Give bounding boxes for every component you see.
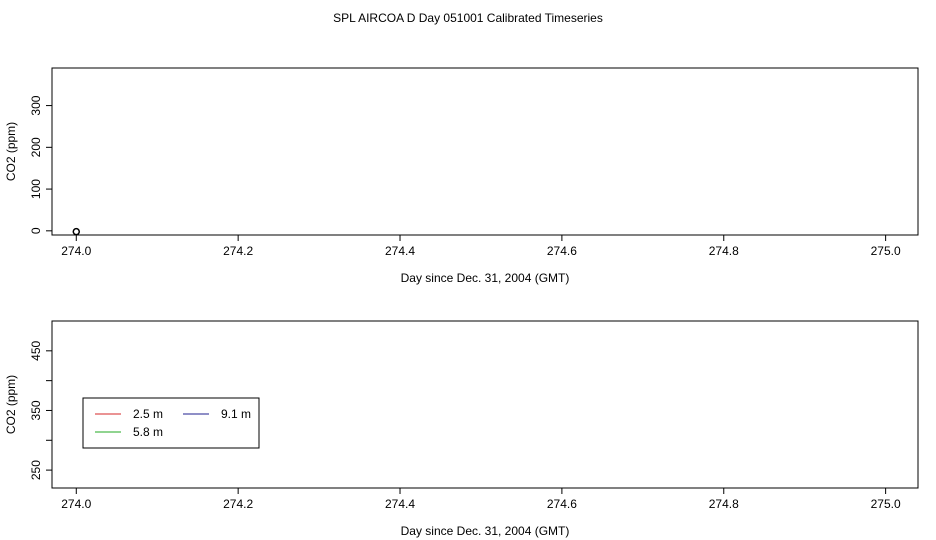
y-tick-label: 450: [29, 340, 43, 361]
legend-label: 5.8 m: [133, 425, 164, 439]
y-tick-label: 100: [29, 179, 43, 200]
y-axis-label: CO2 (ppm): [4, 374, 18, 435]
y-tick-label: 300: [29, 95, 43, 116]
y-tick-label: 0: [29, 227, 43, 235]
x-tick-label: 274.0: [61, 244, 92, 258]
legend: [83, 398, 259, 448]
bottom-panel: [4, 321, 918, 538]
y-tick-label: 200: [29, 137, 43, 158]
y-tick-label: 250: [29, 460, 43, 481]
x-tick-label: 274.8: [708, 497, 739, 511]
legend-label: 9.1 m: [221, 407, 252, 421]
x-tick-label: 274.2: [223, 244, 254, 258]
x-tick-label: 274.6: [546, 497, 577, 511]
legend-label: 2.5 m: [133, 407, 164, 421]
x-tick-label: 274.4: [385, 497, 416, 511]
data-point: [73, 229, 79, 235]
y-axis-label: CO2 (ppm): [4, 121, 18, 182]
y-tick-label: 350: [29, 400, 43, 421]
x-axis-label: Day since Dec. 31, 2004 (GMT): [400, 524, 570, 538]
x-tick-label: 274.6: [546, 244, 577, 258]
x-tick-label: 274.4: [385, 244, 416, 258]
page-title: SPL AIRCOA D Day 051001 Calibrated Timeseries: [333, 11, 603, 25]
x-tick-label: 274.8: [708, 244, 739, 258]
x-tick-label: 274.2: [223, 497, 254, 511]
legend-box: [83, 398, 259, 448]
x-tick-label: 275.0: [870, 497, 901, 511]
x-axis-label: Day since Dec. 31, 2004 (GMT): [400, 271, 570, 285]
x-tick-label: 275.0: [870, 244, 901, 258]
x-tick-label: 274.0: [61, 497, 92, 511]
top-panel: [4, 68, 918, 285]
plot-frame: [52, 68, 918, 235]
